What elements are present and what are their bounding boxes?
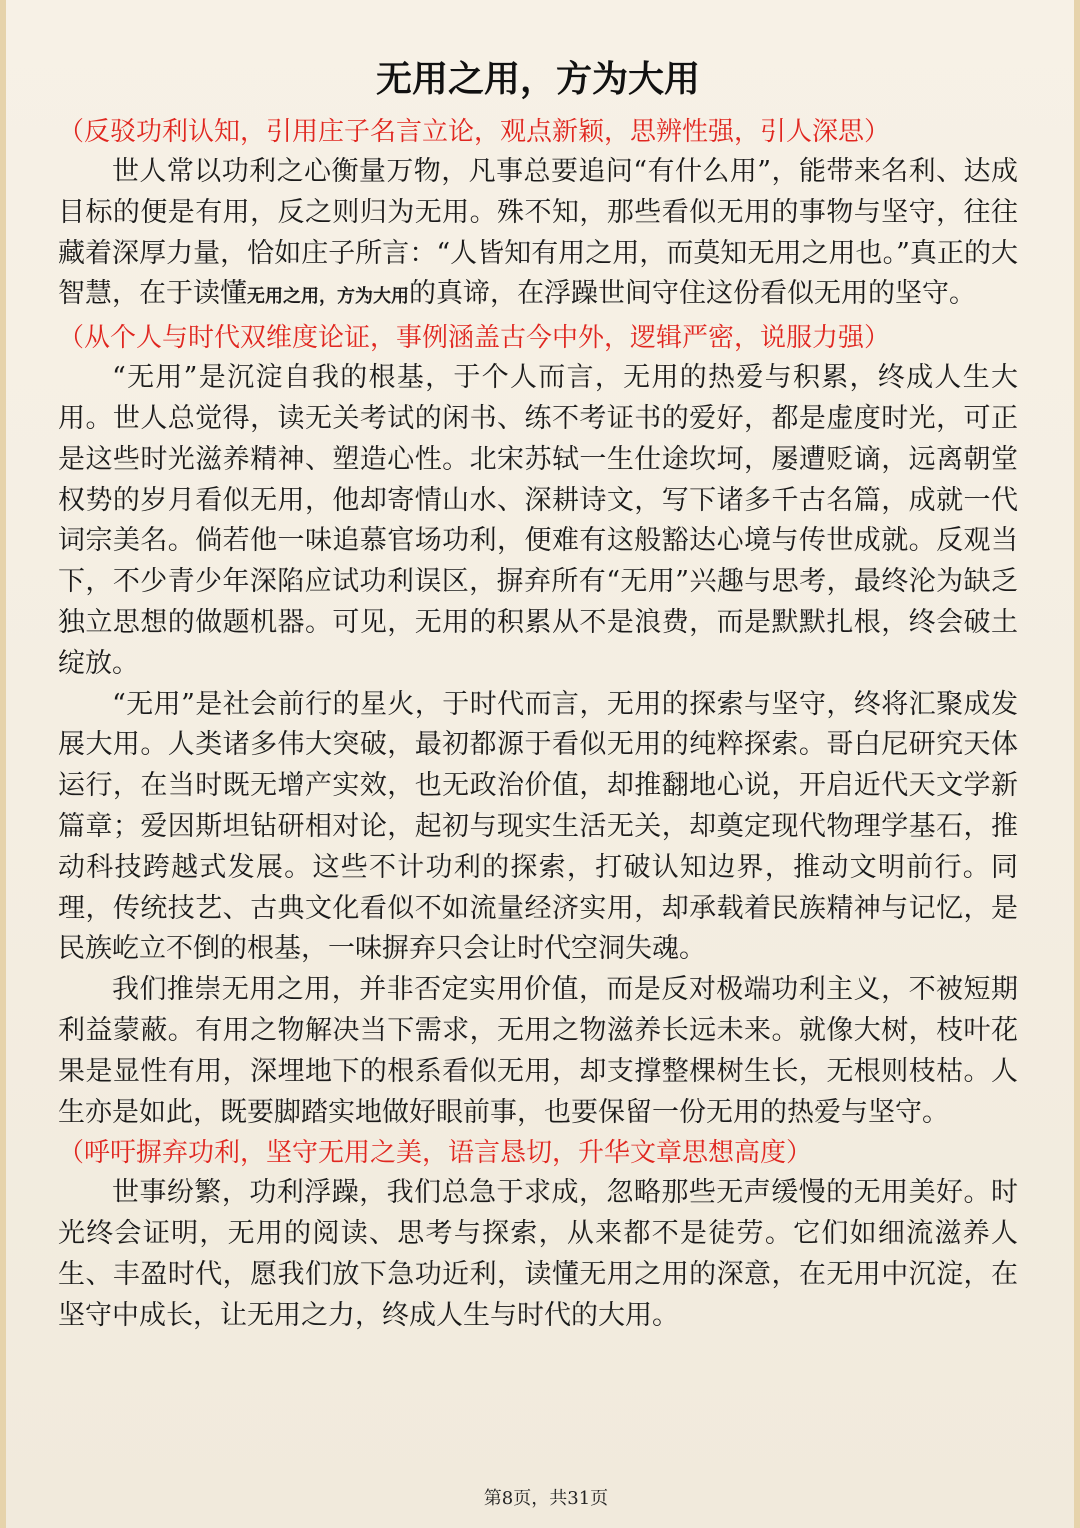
paragraph-conclusion: 世事纷繁，功利浮躁，我们总急于求成，忽略那些无声缓慢的无用美好。时光终会证明，无用的阅读、思考与探索，从来都不是徒劳。它们如细流滋养人生、丰盈时代，愿我们放下急功近利，读懂无用之用的深意，在无用中沉淀，在坚守中成长，让无用之力，终成人生与时代的大用。 — [58, 1177, 1018, 1331]
page-number: 第8页，共31页 — [483, 1488, 609, 1509]
thesis-phrase: 无用之用，方为大用 — [247, 286, 409, 308]
essay-title: 无用之用，方为大用 — [375, 59, 700, 100]
document-content — [58, 54, 1018, 1337]
paragraph-intro-text: 世人常以功利之心衡量万物，凡事总要追问“有什么用”，能带来名利、达成目标的便是有用，反之则归为无用。殊不知，那些看似无用的事物与坚守，往往藏着深厚力量，恰如庄子所言：“人皆知有用之用，而莫知无用之用也。”真正的大智慧，在于读懂 — [58, 156, 1018, 310]
paragraph-intro-text-end: 的真谛，在浮躁世间守住这份看似无用的坚守。 — [409, 278, 976, 310]
annotation-conclusion: （呼吁摒弃功利，坚守无用之美，语言恳切，升华文章思想高度） — [58, 1138, 813, 1169]
annotation-intro: （反驳功利认知，引用庄子名言立论，观点新颖，思辨性强，引人深思） — [58, 117, 891, 147]
paragraph-intro — [58, 152, 1018, 318]
paragraph-balance: 我们推崇无用之用，并非否定实用价值，而是反对极端功利主义，不被短期利益蒙蔽。有用之物解决当下需求，无用之物滋养长远未来。就像大树，枝叶花果是显性有用，深埋地下的根系看似无用，却支撑整棵树生长，无根则枝枯。人生亦是如此，既要脚踏实地做好眼前事，也要保留一份无用的热爱与坚守。 — [58, 974, 1018, 1128]
annotation-argument: （从个人与时代双维度论证，事例涵盖古今中外，逻辑严密，说服力强） — [58, 323, 891, 354]
paragraph-era: “无用”是社会前行的星火，于时代而言，无用的探索与坚守，终将汇聚成发展大用。人类诸多伟大突破，最初都源于看似无用的纯粹探索。哥白尼研究天体运行，在当时既无增产实效，也无政治价值，却推翻地心说，开启近代天文学新篇章；爱因斯坦钻研相对论，起初与现实生活无关，却奠定现代物理学基石，推动科技跨越式发展。这些不计功利的探索，打破认知边界，推动文明前行。同理，传统技艺、古典文化看似不如流量经济实用，却承载着民族精神与记忆，是民族屹立不倒的根基，一味摒弃只会让时代空洞失魂。 — [58, 688, 1018, 965]
paragraph-personal: “无用”是沉淀自我的根基，于个人而言，无用的热爱与积累，终成人生大用。世人总觉得，读无关考试的闲书、练不考证书的爱好，都是虚度时光，可正是这些时光滋养精神、塑造心性。北宋苏轼一生仕途坎坷，屡遭贬谪，远离朝堂权势的岁月看似无用，他却寄情山水、深耕诗文，写下诸多千古名篇，成就一代词宗美名。倘若他一味追慕官场功利，便难有这般豁达心境与传世成就。反观当下，不少青少年深陷应试功利误区，摒弃所有“无用”兴趣与思考，最终沦为缺乏独立思想的做题机器。可见，无用的积累从不是浪费，而是默默扎根，终会破土绽放。 — [58, 362, 1018, 679]
